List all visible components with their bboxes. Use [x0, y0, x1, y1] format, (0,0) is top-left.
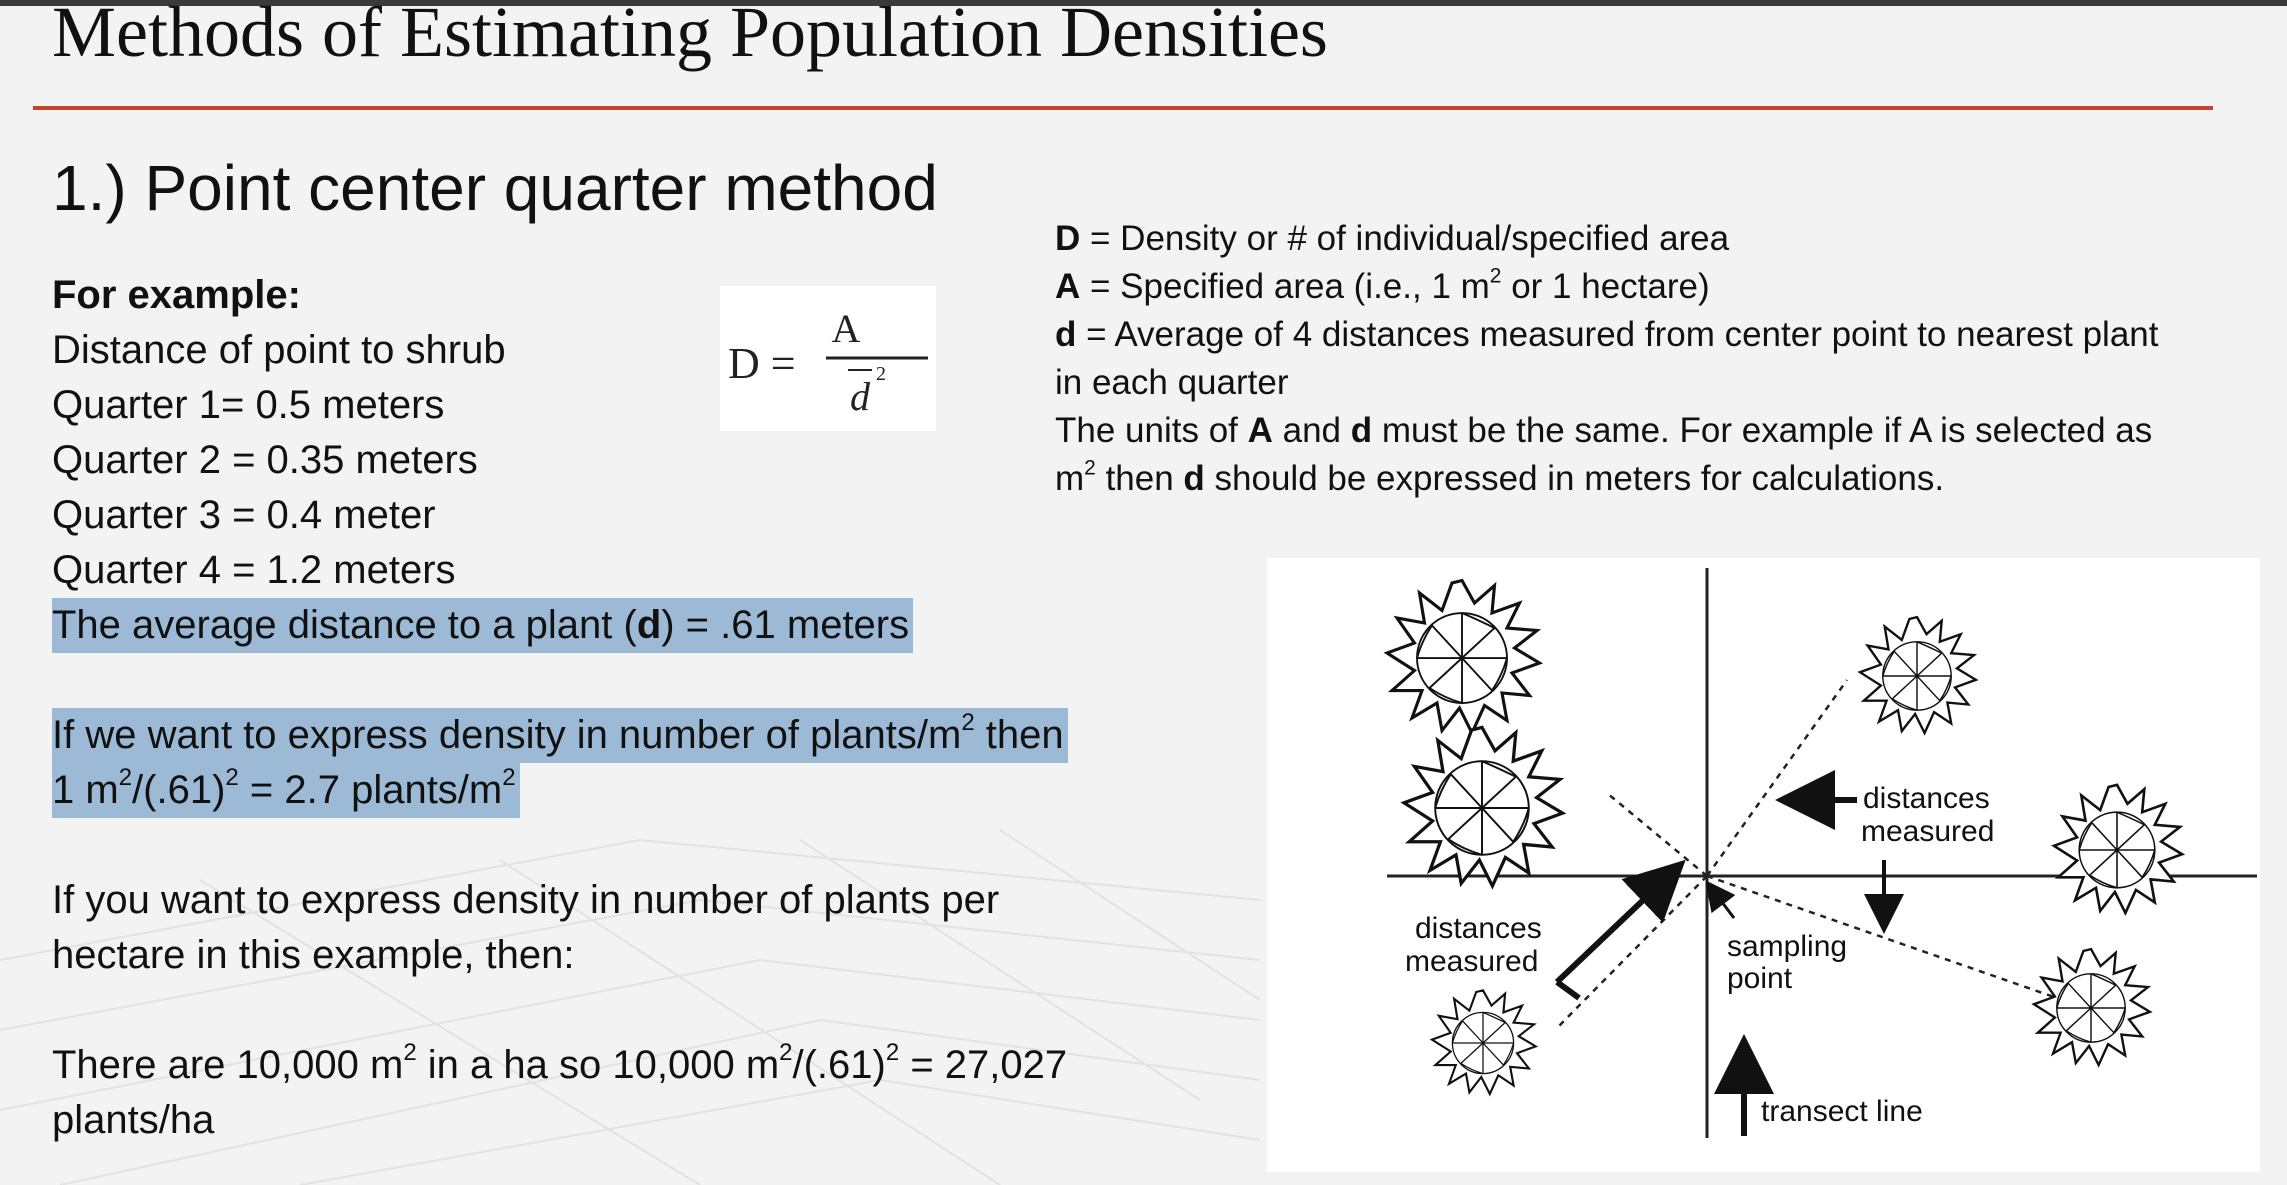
density-formula	[720, 286, 936, 431]
units-note-2	[1055, 455, 2158, 503]
superscript: 2	[403, 1039, 417, 1066]
definition-d-label: d	[1055, 315, 1077, 354]
average-d-bold: d	[636, 603, 662, 647]
distance-arrow-tail	[1557, 982, 1579, 998]
blank-line	[52, 983, 1068, 1038]
units-then: then	[1095, 459, 1184, 498]
definition-A	[1055, 263, 2158, 311]
pcq-diagram	[1267, 558, 2260, 1172]
example-line-distance: Distance of point to shrub	[52, 328, 506, 372]
density-m2-line-1	[52, 708, 1068, 763]
definition-D-text: = Density or # of individual/specified area	[1080, 219, 1730, 258]
shrub-icon	[1387, 581, 1540, 734]
shrub-icon	[1860, 617, 1976, 733]
definition-A-label: A	[1055, 267, 1081, 306]
units-text-b: must be the same. For example if A is selected as	[1372, 411, 2153, 450]
label-measured-2: measured	[1405, 945, 1539, 978]
hectare-calc-d: = 27,027	[899, 1043, 1068, 1087]
sampling-point-arrow	[1709, 885, 1734, 918]
example-quarter-1: Quarter 1= 0.5 meters	[52, 383, 445, 427]
superscript: 2	[961, 709, 975, 736]
definition-d-cont: in each quarter	[1055, 363, 1289, 402]
blank-line	[52, 818, 1068, 873]
density-m2-calc-c: = 2.7 plants/m	[238, 768, 503, 812]
units-note-1	[1055, 407, 2158, 455]
density-m2-calc-a: 1 m	[52, 768, 119, 812]
average-distance-line	[52, 598, 1068, 653]
units-d-bold: d	[1183, 459, 1205, 498]
superscript: 2	[1489, 264, 1502, 288]
slide-title: Methods of Estimating Population Densities	[52, 0, 1328, 72]
definitions-block	[1055, 215, 2158, 503]
hectare-calc-unit: plants/ha	[52, 1098, 215, 1142]
average-text: The average distance to a plant (	[52, 603, 637, 647]
superscript: 2	[225, 764, 239, 791]
definition-d	[1055, 311, 2158, 359]
label-distances-2: distances	[1415, 912, 1542, 945]
hectare-calc-line	[52, 1038, 1068, 1093]
definition-d-text: = Average of 4 distances measured from center point to nearest plant	[1076, 315, 2159, 354]
superscript: 2	[502, 764, 516, 791]
blank-line	[52, 653, 1068, 708]
definition-D-label: D	[1055, 219, 1081, 258]
title-underline	[33, 106, 2213, 110]
units-A: A	[1247, 411, 1273, 450]
formula-graphic	[720, 286, 936, 431]
example-quarter-2: Quarter 2 = 0.35 meters	[52, 438, 478, 482]
density-m2-calc-b: /(.61)	[132, 768, 226, 812]
label-sampling: sampling	[1727, 930, 1848, 963]
average-value: ) = .61 meters	[661, 603, 910, 647]
label-point: point	[1727, 962, 1793, 995]
hectare-calc-a: There are 10,000 m	[52, 1043, 404, 1087]
shrub-icon	[2054, 785, 2182, 913]
formula-numerator: A	[831, 306, 861, 351]
hectare-line-1: If you want to express density in number of plants per	[52, 878, 1000, 922]
section-heading: 1.) Point center quarter method	[52, 152, 938, 224]
shrub-icon	[1432, 990, 1536, 1094]
units-text-a: The units of	[1055, 411, 1248, 450]
hectare-line-2: hectare in this example, then:	[52, 933, 575, 977]
formula-lhs: D =	[728, 339, 796, 388]
hectare-calc-c: /(.61)	[792, 1043, 886, 1087]
definition-D	[1055, 215, 2158, 263]
superscript: 2	[885, 1039, 900, 1066]
distance-arrow-solid	[1557, 868, 1677, 982]
density-m2-then: then	[974, 713, 1064, 757]
label-measured-1: measured	[1861, 815, 1995, 848]
units-and: and	[1272, 411, 1351, 450]
shrub-icon	[2034, 949, 2150, 1065]
definition-A-text-b: or 1 hectare)	[1501, 267, 1710, 306]
density-m2-text: If we want to express density in number of plants/m	[52, 713, 962, 757]
example-quarter-4: Quarter 4 = 1.2 meters	[52, 548, 456, 592]
formula-exponent: 2	[876, 363, 886, 385]
superscript: 2	[118, 764, 133, 791]
example-quarter-3: Quarter 3 = 0.4 meter	[52, 493, 436, 537]
density-m2-line-2	[52, 763, 1068, 818]
example-heading: For example:	[52, 273, 301, 317]
hectare-calc-b: in a ha so 10,000 m	[416, 1043, 780, 1087]
definition-A-text: = Specified area (i.e., 1 m	[1080, 267, 1490, 306]
superscript: 2	[1084, 456, 1096, 480]
pcq-diagram-graphic	[1267, 558, 2260, 1172]
units-d: d	[1350, 411, 1373, 450]
superscript: 2	[779, 1039, 793, 1066]
formula-denominator: d	[850, 374, 870, 419]
units-m: m	[1055, 459, 1085, 498]
label-distances-1: distances	[1863, 782, 1990, 815]
units-text-e: should be expressed in meters for calculations.	[1204, 459, 1945, 498]
label-transect: transect line	[1761, 1095, 1923, 1128]
shrub-icon	[1404, 727, 1563, 886]
